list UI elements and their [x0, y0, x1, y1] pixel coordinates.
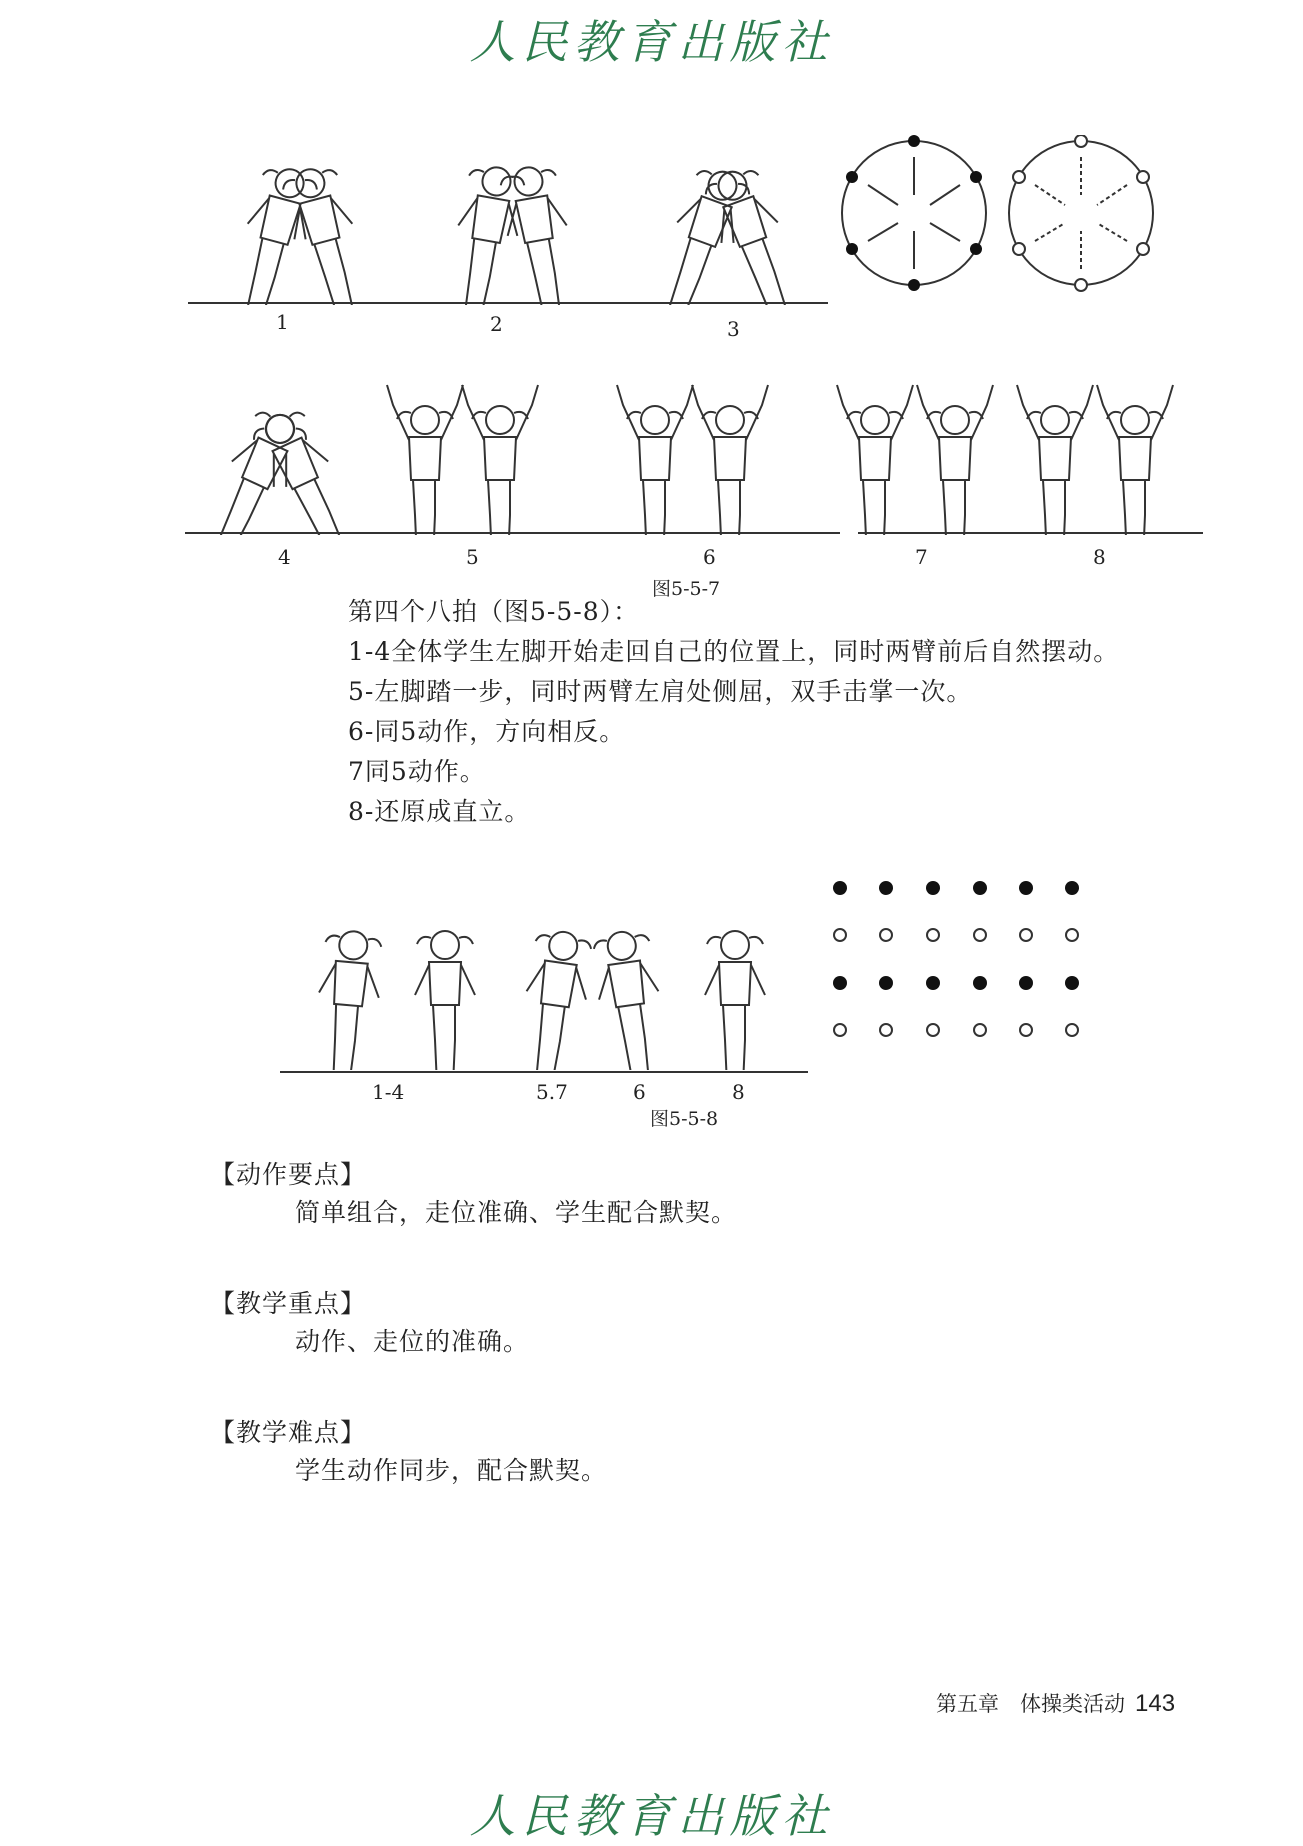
chapter-title: 第五章 体操类活动 [936, 1692, 1125, 1716]
step-label: 5.7 [536, 1080, 568, 1104]
figure-caption: 图5-5-7 [652, 578, 721, 600]
ground-line [185, 532, 840, 534]
step-number: 3 [727, 317, 740, 341]
formation-diagram-grid [820, 870, 1090, 1040]
step-number: 7 [915, 545, 928, 569]
teaching-difficulty-heading: 【教学难点】 [210, 1418, 367, 1447]
ground-line [280, 1071, 808, 1073]
figure-558-figures [280, 860, 810, 1070]
key-points-text: 简单组合，走位准确、学生配合默契。 [295, 1198, 738, 1227]
publisher-watermark-top: 人民教育出版社 [469, 15, 834, 69]
teaching-focus-heading: 【教学重点】 [210, 1289, 367, 1318]
step-number: 8 [1093, 545, 1106, 569]
figure-caption: 图5-5-8 [650, 1108, 719, 1130]
step-label: 6 [633, 1080, 646, 1104]
step-text: 8-还原成直立。 [348, 797, 531, 826]
step-text: 7同5动作。 [348, 757, 486, 786]
formation-diagram-circles [836, 135, 1156, 295]
step-text: 5-左脚踏一步，同时两臂左肩处侧屈，双手击掌一次。 [348, 677, 973, 706]
step-text: 6-同5动作，方向相反。 [348, 717, 626, 746]
teaching-focus-text: 动作、走位的准确。 [295, 1327, 530, 1356]
publisher-watermark-bottom: 人民教育出版社 [469, 1789, 834, 1843]
teaching-difficulty-text: 学生动作同步，配合默契。 [295, 1456, 608, 1485]
key-points-heading: 【动作要点】 [210, 1160, 367, 1189]
ground-line [188, 302, 828, 304]
step-number: 5 [466, 545, 479, 569]
figure-557-row1 [180, 125, 840, 305]
page-number: 143 [1135, 1690, 1176, 1717]
step-number: 2 [490, 312, 503, 336]
figure-557-row2 [170, 345, 1210, 535]
step-label: 8 [732, 1080, 745, 1104]
ground-line [858, 532, 1203, 534]
page-footer [936, 1688, 1175, 1718]
step-label: 1-4 [372, 1080, 405, 1104]
section-title: 第四个八拍（图5-5-8）： [348, 597, 640, 626]
step-text: 1-4全体学生左脚开始走回自己的位置上，同时两臂前后自然摆动。 [348, 637, 1120, 666]
step-number: 4 [278, 545, 291, 569]
step-number: 1 [276, 310, 289, 334]
step-number: 6 [703, 545, 716, 569]
